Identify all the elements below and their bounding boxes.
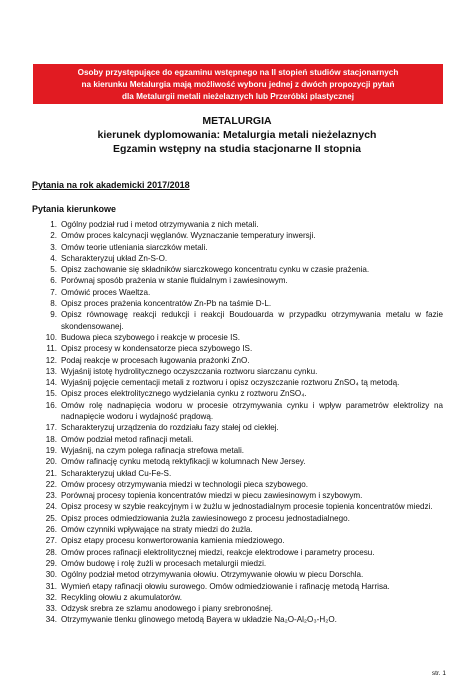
question-number: 21. xyxy=(45,468,57,478)
question-number: 17. xyxy=(45,423,57,433)
question-number: 25. xyxy=(45,513,57,523)
question-text: Porównaj procesy topienia koncentratów miedzi w piecu zawiesinowym i szybowym. xyxy=(61,491,363,501)
question-item xyxy=(33,501,443,512)
question-number: 20. xyxy=(45,457,57,467)
question-number: 8. xyxy=(50,299,57,309)
question-number: 1. xyxy=(50,220,57,229)
question-number: 26. xyxy=(45,525,57,535)
question-text: Wymień etapy rafinacji ołowiu surowego. Omów odmiedziowanie i rafinację metodą Harrisa. xyxy=(61,581,390,591)
notice-line-1: Osoby przystępujące do egzaminu wstępnego na II stopień studiów stacjonarnych xyxy=(77,68,399,77)
title-block xyxy=(30,115,444,156)
question-text: Wyjaśnij, na czym polega rafinacja strefowa metali. xyxy=(61,445,245,455)
question-item xyxy=(33,547,443,558)
question-item xyxy=(33,242,443,253)
question-text: Odzysk srebra ze szlamu anodowego i piany srebronośnej. xyxy=(61,604,273,614)
section-heading: Pytania kierunkowe xyxy=(32,204,117,214)
question-number: 28. xyxy=(45,547,57,557)
question-item xyxy=(33,343,443,354)
page-title: METALURGIA xyxy=(202,115,272,127)
question-number: 33. xyxy=(45,604,57,614)
question-number: 22. xyxy=(45,479,57,489)
question-item xyxy=(33,287,443,298)
question-text: Omów czynniki wpływające na straty miedzi do żużla. xyxy=(61,525,253,535)
question-number: 18. xyxy=(45,434,57,444)
question-item xyxy=(33,513,443,524)
question-number: 29. xyxy=(45,558,57,568)
question-number: 11. xyxy=(46,344,57,354)
question-text: Opisz proces odmiedziowania żużla zawiesinowego z procesu jednostadialnego. xyxy=(61,513,350,523)
question-item xyxy=(33,490,443,501)
question-item xyxy=(33,275,443,286)
question-text: Omów proces kalcynacji węglanów. Wyznaczanie temperatury inwersji. xyxy=(61,231,316,241)
question-number: 13. xyxy=(45,366,57,376)
question-item xyxy=(33,253,443,264)
question-item xyxy=(33,468,443,479)
question-number: 2. xyxy=(50,231,57,241)
question-number: 7. xyxy=(50,287,57,297)
question-item xyxy=(33,524,443,535)
question-item xyxy=(33,456,443,467)
question-text: Opisz etapy procesu konwertorowania kamienia miedziowego. xyxy=(61,536,285,546)
question-text: Wyjaśnij pojęcie cementacji metali z roztworu i opisz oczyszczanie roztworu ZnSO₄ tą metodą. xyxy=(61,378,400,388)
question-item xyxy=(33,569,443,580)
question-number: 5. xyxy=(50,265,57,275)
question-text: Omów teorie utleniania siarczków metali. xyxy=(61,242,208,252)
question-text: Budowa pieca szybowego i reakcje w procesie IS. xyxy=(61,332,241,342)
question-item xyxy=(33,581,443,592)
question-text: Porównaj sposób prażenia w stanie fluidalnym i zawiesinowym. xyxy=(61,276,288,286)
question-text: Opisz równowagę reakcji redukcji i reakcji Boudouarda w przypadku otrzymywania metalu w fazie skondensowanej. xyxy=(61,310,443,331)
question-item xyxy=(33,264,443,275)
question-item xyxy=(33,230,443,241)
question-number: 16. xyxy=(45,400,57,410)
question-text: Opisz zachowanie się składników siarczkowego koncentratu cynku w czasie prażenia. xyxy=(61,265,370,275)
question-text: Omówić proces Waeltza. xyxy=(61,287,151,297)
question-item xyxy=(33,400,443,423)
question-number: 6. xyxy=(50,276,57,286)
question-number: 23. xyxy=(45,491,57,501)
question-text: Omów rolę nadnapięcia wodoru w procesie otrzymywania cynku i wpływ parametrów elektrolizy na nadnapięcie wodoru i wydajność prądową. xyxy=(61,400,443,422)
question-text: Opisz proces elektrolitycznego wydzielania cynku z roztworu ZnSO₄. xyxy=(61,389,307,399)
question-number: 3. xyxy=(50,242,57,252)
page-subtitle: kierunek dyplomowania: Metalurgia metali nieżelaznych xyxy=(97,129,377,141)
question-text: Scharakteryzuj układ Cu-Fe-S. xyxy=(61,468,172,478)
question-text: Omów rafinację cynku metodą rektyfikacji w kolumnach New Jersey. xyxy=(61,457,306,467)
question-item xyxy=(33,377,443,388)
question-item xyxy=(33,366,443,377)
page-number: str. 1 xyxy=(431,670,446,677)
exam-title: Egzamin wstępny na studia stacjonarne II stopnia xyxy=(113,143,361,155)
question-number: 4. xyxy=(50,253,57,263)
question-item xyxy=(33,592,443,603)
question-number: 32. xyxy=(45,592,57,602)
question-number: 31. xyxy=(45,581,57,591)
question-number: 10. xyxy=(45,332,57,342)
question-item xyxy=(33,445,443,456)
question-text: Scharakteryzuj urządzenia do rozdziału fazy stałej od ciekłej. xyxy=(61,423,279,433)
question-number: 9. xyxy=(50,310,57,320)
question-text: Omów podział metod rafinacji metali. xyxy=(61,434,194,444)
question-number: 34. xyxy=(45,615,57,625)
question-number: 19. xyxy=(45,445,57,455)
question-text: Ogólny podział rud i metod otrzymywania z nich metali. xyxy=(61,220,259,229)
question-text: Scharakteryzuj układ Zn-S-O. xyxy=(61,253,168,263)
question-item xyxy=(33,309,443,332)
academic-year-heading: Pytania na rok akademicki 2017/2018 xyxy=(32,180,190,190)
question-list xyxy=(33,219,443,626)
question-item xyxy=(33,388,443,399)
question-item xyxy=(33,298,443,309)
question-text: Podaj reakcje w procesach ługowania prażonki ZnO. xyxy=(61,355,250,365)
question-item xyxy=(33,422,443,433)
question-item xyxy=(33,558,443,569)
question-text: Wyjaśnij istotę hydrolitycznego oczyszczania roztworu siarczanu cynku. xyxy=(61,366,318,376)
question-item xyxy=(33,434,443,445)
question-text: Otrzymywanie tlenku glinowego metodą Bayera w układzie Na₂O-Al₂O₃-H₂O. xyxy=(61,615,337,625)
notice-line-3: dla Metalurgii metali nieżelaznych lub Przeróbki plastycznej xyxy=(121,91,355,101)
question-text: Opisz procesy w szybie reakcyjnym i w żużlu w jednostadialnym procesie topienia koncentratów miedzi. xyxy=(61,502,433,512)
question-number: 14. xyxy=(45,378,57,388)
question-item xyxy=(33,535,443,546)
question-item xyxy=(33,355,443,366)
question-number: 30. xyxy=(45,570,57,580)
question-text: Omów proces rafinacji elektrolitycznej miedzi, reakcje elektrodowe i parametry procesu. xyxy=(61,547,375,557)
question-number: 27. xyxy=(45,536,57,546)
question-item xyxy=(33,614,443,625)
question-text: Opisz procesy w kondensatorze pieca szybowego IS. xyxy=(61,344,253,354)
question-text: Omów procesy otrzymywania miedzi w technologii pieca szybowego. xyxy=(61,479,308,489)
question-item xyxy=(33,332,443,343)
question-item xyxy=(33,603,443,614)
question-text: Recykling ołowiu z akumulatorów. xyxy=(61,592,183,602)
question-number: 15. xyxy=(45,389,57,399)
question-text: Ogólny podział metod otrzymywania ołowiu. Otrzymywanie ołowiu w piecu Dorschla. xyxy=(61,570,364,580)
question-item xyxy=(33,479,443,490)
question-text: Omów budowę i rolę żużli w procesach metalurgii miedzi. xyxy=(61,558,267,568)
question-number: 24. xyxy=(45,502,57,512)
question-number: 12. xyxy=(45,355,57,365)
notice-banner xyxy=(33,64,443,104)
notice-line-2: na kierunku Metalurgia mają możliwość wyboru jednej z dwóch propozycji pytań xyxy=(81,79,395,89)
question-item xyxy=(33,219,443,230)
question-text: Opisz proces prażenia koncentratów Zn-Pb na taśmie D-L. xyxy=(61,299,272,309)
